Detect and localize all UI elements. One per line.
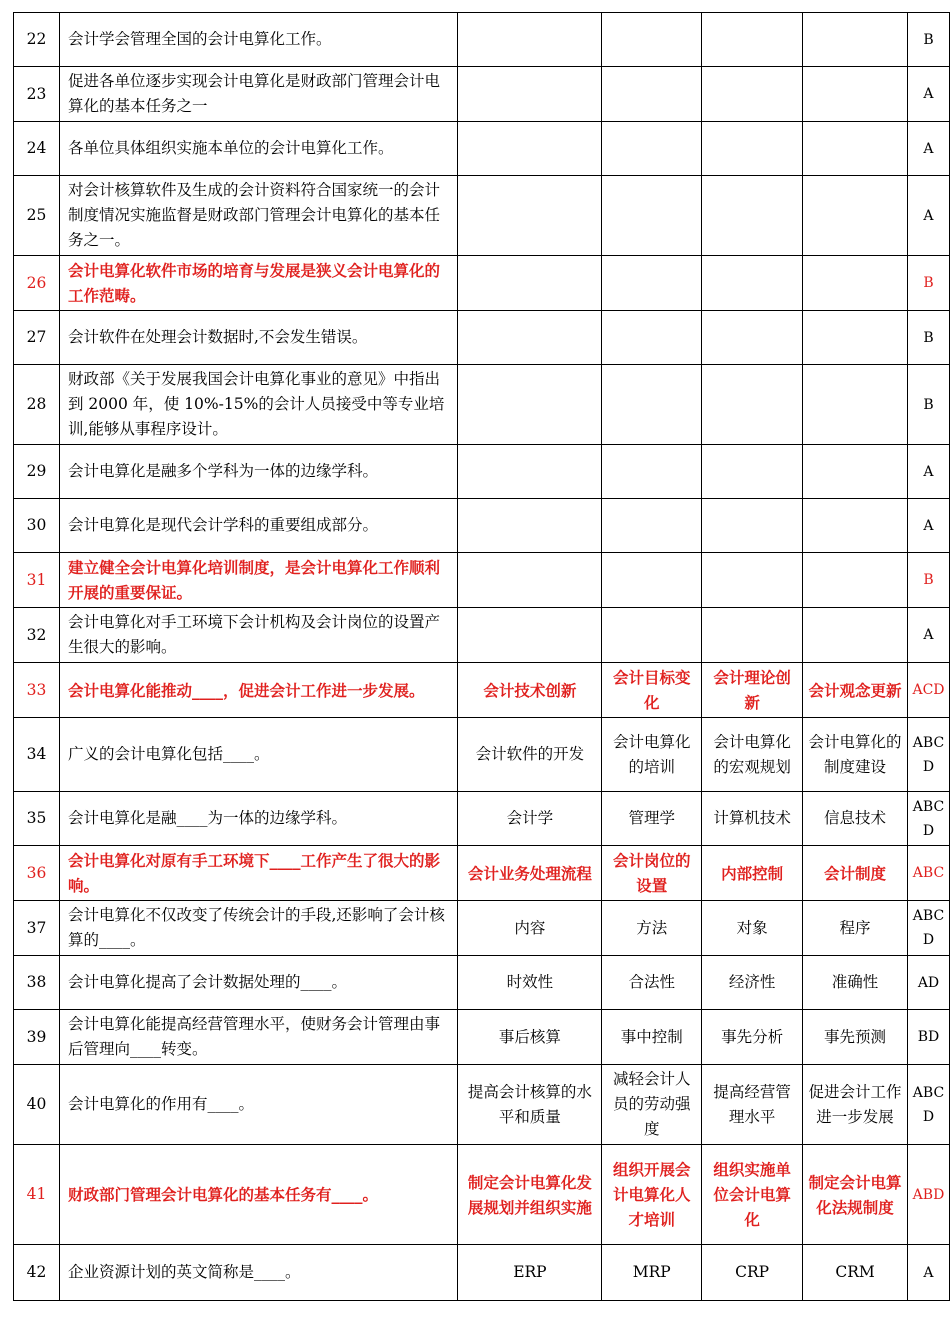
question-row [14,1145,950,1245]
option-a [458,553,602,608]
option-b: 组织开展会计电算化人才培训 [602,1145,702,1245]
option-b [602,608,702,663]
option-b [602,553,702,608]
question-text: 会计电算化软件市场的培育与发展是狭义会计电算化的工作范畴。 [59,256,458,311]
option-a [458,13,602,67]
option-c [702,499,803,553]
option-b: 会计电算化的培训 [602,718,702,792]
answer: ABC [907,846,949,901]
question-number: 32 [14,608,60,663]
option-a [458,176,602,256]
question-row [14,553,950,608]
option-a [458,608,602,663]
answer: B [907,553,949,608]
question-number: 38 [14,956,60,1010]
answer: A [907,1245,949,1301]
answer: A [907,445,949,499]
option-c [702,256,803,311]
question-row [14,499,950,553]
option-c: 经济性 [702,956,803,1010]
question-row [14,1245,950,1301]
option-d: 制定会计电算化法规制度 [803,1145,908,1245]
option-b: 会计目标变化 [602,663,702,718]
option-b [602,256,702,311]
question-number: 24 [14,122,60,176]
answer: A [907,499,949,553]
question-number: 25 [14,176,60,256]
option-d: CRM [803,1245,908,1301]
option-c [702,176,803,256]
question-text: 会计电算化的作用有____。 [59,1065,458,1145]
option-c: 计算机技术 [702,792,803,846]
question-text: 会计学会管理全国的会计电算化工作。 [59,13,458,67]
question-row [14,445,950,499]
option-b [602,365,702,445]
option-a: 事后核算 [458,1010,602,1065]
option-d [803,365,908,445]
option-b [602,311,702,365]
option-b: 事中控制 [602,1010,702,1065]
option-a [458,311,602,365]
question-number: 36 [14,846,60,901]
option-d: 事先预测 [803,1010,908,1065]
question-number: 28 [14,365,60,445]
option-c [702,553,803,608]
option-d [803,311,908,365]
question-row [14,608,950,663]
question-row [14,13,950,67]
option-c [702,13,803,67]
question-number: 23 [14,67,60,122]
answer: ABCD [907,1065,949,1145]
answer: A [907,122,949,176]
question-row [14,122,950,176]
question-row [14,846,950,901]
option-a: 时效性 [458,956,602,1010]
question-row [14,663,950,718]
question-text: 会计电算化提高了会计数据处理的____。 [59,956,458,1010]
answer: A [907,67,949,122]
option-a: 会计学 [458,792,602,846]
option-d [803,13,908,67]
question-text: 企业资源计划的英文简称是____。 [59,1245,458,1301]
option-c: 对象 [702,901,803,956]
question-text: 会计电算化是融____为一体的边缘学科。 [59,792,458,846]
answer: ABCD [907,718,949,792]
option-c: 组织实施单位会计电算化 [702,1145,803,1245]
option-b: MRP [602,1245,702,1301]
question-number: 26 [14,256,60,311]
option-a: 会计技术创新 [458,663,602,718]
answer: ABD [907,1145,949,1245]
option-a [458,445,602,499]
question-number: 29 [14,445,60,499]
option-d [803,445,908,499]
option-b [602,445,702,499]
option-d [803,256,908,311]
question-text: 财政部门管理会计电算化的基本任务有____。 [59,1145,458,1245]
option-b: 方法 [602,901,702,956]
answer: BD [907,1010,949,1065]
option-d: 程序 [803,901,908,956]
question-number: 27 [14,311,60,365]
question-number: 39 [14,1010,60,1065]
question-row [14,718,950,792]
option-c [702,445,803,499]
option-c [702,311,803,365]
answer: B [907,311,949,365]
question-text: 广义的会计电算化包括____。 [59,718,458,792]
question-number: 40 [14,1065,60,1145]
option-a: 制定会计电算化发展规划并组织实施 [458,1145,602,1245]
question-number: 33 [14,663,60,718]
option-b [602,122,702,176]
question-number: 34 [14,718,60,792]
option-a [458,256,602,311]
answer: B [907,13,949,67]
question-number: 22 [14,13,60,67]
option-d [803,499,908,553]
question-text: 会计电算化对手工环境下会计机构及会计岗位的设置产生很大的影响。 [59,608,458,663]
option-c: 会计理论创新 [702,663,803,718]
question-row [14,256,950,311]
question-text: 对会计核算软件及生成的会计资料符合国家统一的会计制度情况实施监督是财政部门管理会计电算化的基本任务之一。 [59,176,458,256]
option-d [803,176,908,256]
question-text: 会计软件在处理会计数据时,不会发生错误。 [59,311,458,365]
option-b: 会计岗位的设置 [602,846,702,901]
question-number: 35 [14,792,60,846]
question-row [14,176,950,256]
option-c: 内部控制 [702,846,803,901]
answer: AD [907,956,949,1010]
question-table-body [14,13,950,1301]
option-c [702,365,803,445]
question-text: 建立健全会计电算化培训制度，是会计电算化工作顺利开展的重要保证。 [59,553,458,608]
answer: A [907,176,949,256]
option-a [458,365,602,445]
option-a [458,122,602,176]
option-b: 管理学 [602,792,702,846]
question-table [13,12,950,1301]
question-text: 各单位具体组织实施本单位的会计电算化工作。 [59,122,458,176]
answer: ACD [907,663,949,718]
question-row [14,1065,950,1145]
option-a [458,499,602,553]
option-c: 会计电算化的宏观规划 [702,718,803,792]
option-d [803,67,908,122]
option-a [458,67,602,122]
option-d: 会计观念更新 [803,663,908,718]
option-d [803,122,908,176]
question-number: 37 [14,901,60,956]
option-c: CRP [702,1245,803,1301]
option-b [602,499,702,553]
question-text: 会计电算化是现代会计学科的重要组成部分。 [59,499,458,553]
question-number: 42 [14,1245,60,1301]
answer: A [907,608,949,663]
question-row [14,792,950,846]
option-c [702,608,803,663]
question-row [14,956,950,1010]
question-text: 财政部《关于发展我国会计电算化事业的意见》中指出到 2000 年，使 10%-15%的会计人员接受中等专业培训,能够从事程序设计。 [59,365,458,445]
question-text: 会计电算化能提高经营管理水平，使财务会计管理由事后管理向____转变。 [59,1010,458,1065]
option-d: 促进会计工作进一步发展 [803,1065,908,1145]
option-b [602,67,702,122]
option-c [702,122,803,176]
question-number: 41 [14,1145,60,1245]
question-number: 31 [14,553,60,608]
option-b: 合法性 [602,956,702,1010]
option-a: 提高会计核算的水平和质量 [458,1065,602,1145]
option-c [702,67,803,122]
answer: ABCD [907,792,949,846]
question-number: 30 [14,499,60,553]
option-b [602,176,702,256]
question-row [14,1010,950,1065]
question-row [14,901,950,956]
option-d [803,553,908,608]
question-row [14,311,950,365]
answer: B [907,365,949,445]
answer: B [907,256,949,311]
option-a: 会计业务处理流程 [458,846,602,901]
option-c: 事先分析 [702,1010,803,1065]
option-d: 准确性 [803,956,908,1010]
option-d: 信息技术 [803,792,908,846]
question-text: 会计电算化是融多个学科为一体的边缘学科。 [59,445,458,499]
question-row [14,365,950,445]
option-a: 内容 [458,901,602,956]
option-a: ERP [458,1245,602,1301]
question-row [14,67,950,122]
question-text: 会计电算化不仅改变了传统会计的手段,还影响了会计核算的____。 [59,901,458,956]
option-a: 会计软件的开发 [458,718,602,792]
option-b [602,13,702,67]
option-d: 会计制度 [803,846,908,901]
answer: ABCD [907,901,949,956]
question-text: 会计电算化能推动____，促进会计工作进一步发展。 [59,663,458,718]
option-d [803,608,908,663]
option-c: 提高经营管理水平 [702,1065,803,1145]
option-d: 会计电算化的制度建设 [803,718,908,792]
question-text: 会计电算化对原有手工环境下____工作产生了很大的影响。 [59,846,458,901]
question-text: 促进各单位逐步实现会计电算化是财政部门管理会计电算化的基本任务之一 [59,67,458,122]
option-b: 减轻会计人员的劳动强度 [602,1065,702,1145]
